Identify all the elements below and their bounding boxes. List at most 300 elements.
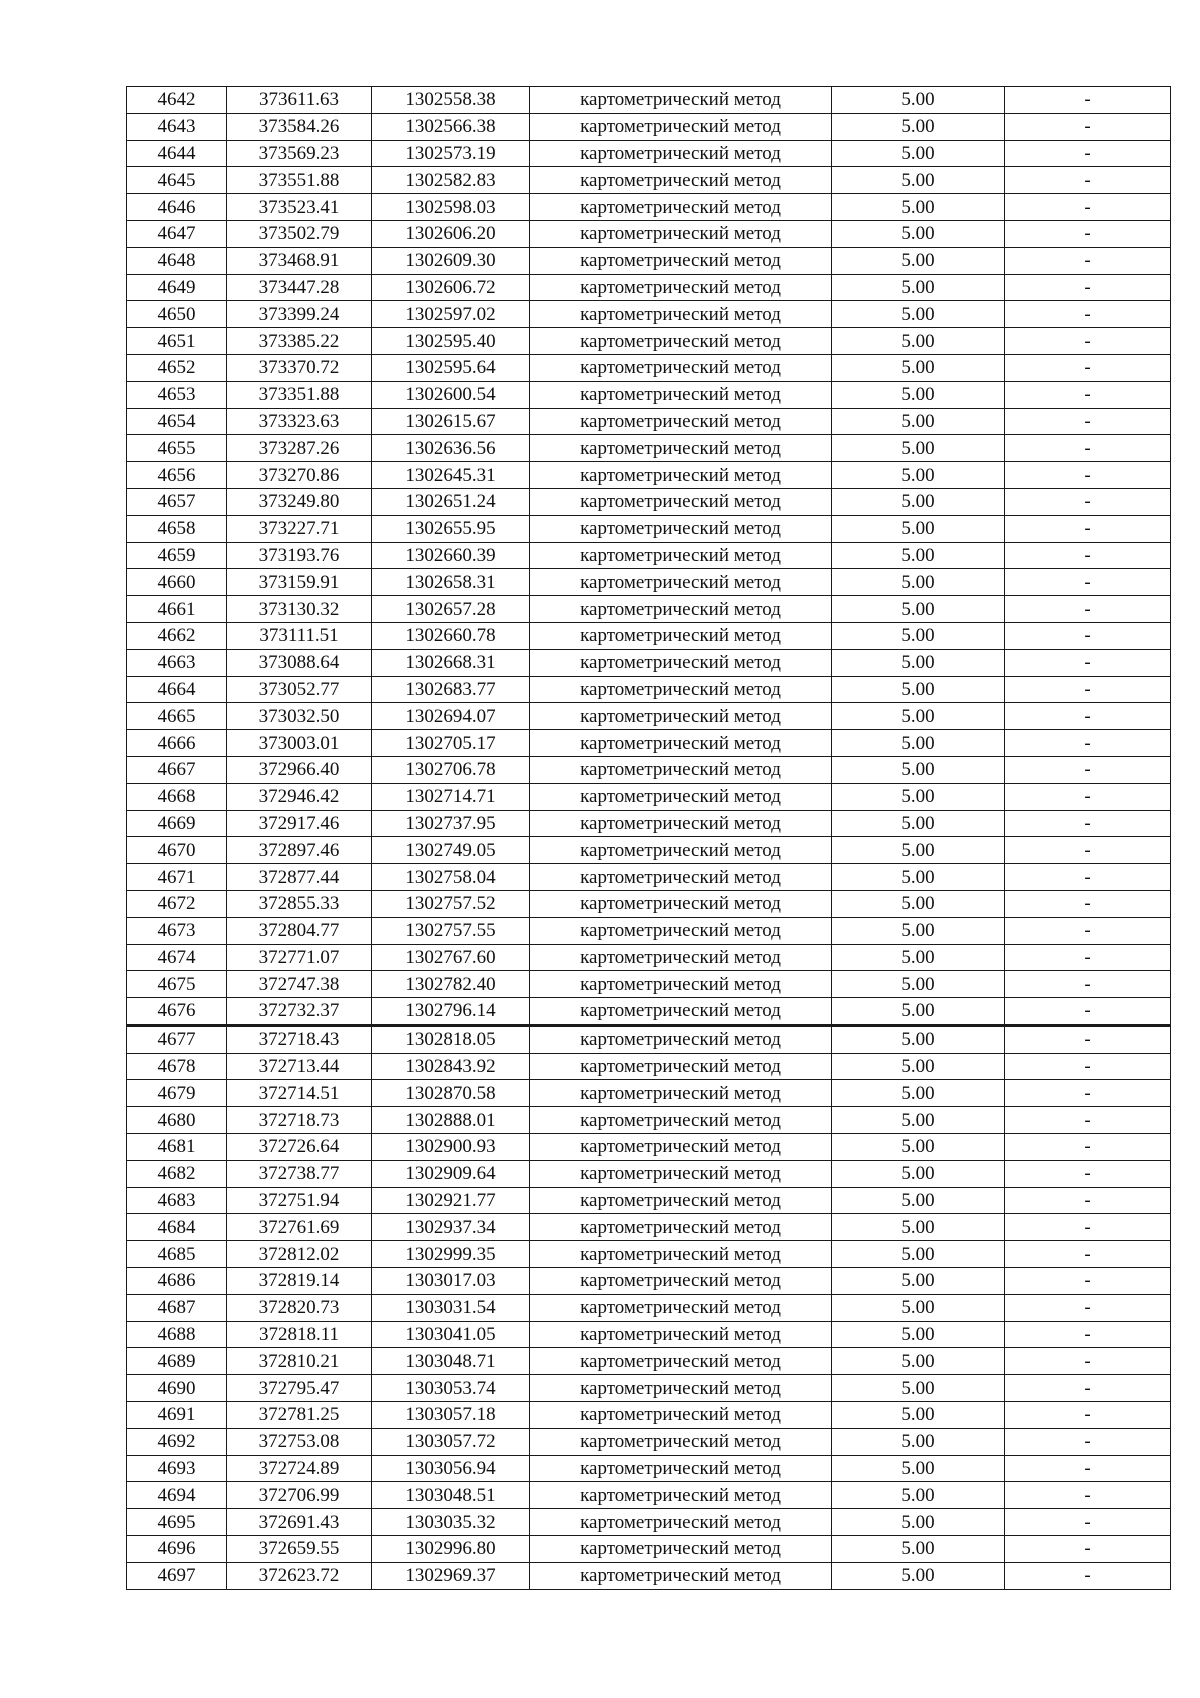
point-number-cell: 4686 xyxy=(127,1268,227,1295)
x-coordinate-cell: 372753.08 xyxy=(227,1428,372,1455)
x-coordinate-cell: 373447.28 xyxy=(227,274,372,301)
method-cell: картометрический метод xyxy=(530,1375,832,1402)
method-cell: картометрический метод xyxy=(530,1241,832,1268)
note-cell: - xyxy=(1005,971,1171,998)
method-cell: картометрический метод xyxy=(530,783,832,810)
y-coordinate-cell: 1302996.80 xyxy=(372,1536,530,1563)
method-cell: картометрический метод xyxy=(530,676,832,703)
y-coordinate-cell: 1303053.74 xyxy=(372,1375,530,1402)
note-cell: - xyxy=(1005,1241,1171,1268)
y-coordinate-cell: 1302606.20 xyxy=(372,220,530,247)
y-coordinate-cell: 1302595.64 xyxy=(372,354,530,381)
x-coordinate-cell: 373287.26 xyxy=(227,435,372,462)
x-coordinate-cell: 373569.23 xyxy=(227,140,372,167)
point-number-cell: 4672 xyxy=(127,890,227,917)
method-cell: картометрический метод xyxy=(530,596,832,623)
method-cell: картометрический метод xyxy=(530,167,832,194)
x-coordinate-cell: 372820.73 xyxy=(227,1294,372,1321)
note-cell: - xyxy=(1005,1160,1171,1187)
x-coordinate-cell: 373551.88 xyxy=(227,167,372,194)
y-coordinate-cell: 1302636.56 xyxy=(372,435,530,462)
note-cell: - xyxy=(1005,1428,1171,1455)
method-cell: картометрический метод xyxy=(530,649,832,676)
note-cell: - xyxy=(1005,113,1171,140)
x-coordinate-cell: 373111.51 xyxy=(227,622,372,649)
table-row xyxy=(127,1562,1171,1589)
point-number-cell: 4648 xyxy=(127,247,227,274)
table-row xyxy=(127,1455,1171,1482)
table-row xyxy=(127,1375,1171,1402)
y-coordinate-cell: 1302657.28 xyxy=(372,596,530,623)
table-row xyxy=(127,1160,1171,1187)
accuracy-cell: 5.00 xyxy=(832,1080,1005,1107)
accuracy-cell: 5.00 xyxy=(832,1107,1005,1134)
point-number-cell: 4662 xyxy=(127,622,227,649)
note-cell: - xyxy=(1005,783,1171,810)
point-number-cell: 4653 xyxy=(127,381,227,408)
table-row xyxy=(127,354,1171,381)
point-number-cell: 4684 xyxy=(127,1214,227,1241)
x-coordinate-cell: 373032.50 xyxy=(227,703,372,730)
x-coordinate-cell: 373249.80 xyxy=(227,488,372,515)
accuracy-cell: 5.00 xyxy=(832,944,1005,971)
method-cell: картометрический метод xyxy=(530,1482,832,1509)
method-cell: картометрический метод xyxy=(530,1536,832,1563)
y-coordinate-cell: 1302658.31 xyxy=(372,569,530,596)
point-number-cell: 4661 xyxy=(127,596,227,623)
accuracy-cell: 5.00 xyxy=(832,194,1005,221)
table-row xyxy=(127,381,1171,408)
accuracy-cell: 5.00 xyxy=(832,917,1005,944)
x-coordinate-cell: 373370.72 xyxy=(227,354,372,381)
table-row xyxy=(127,1025,1171,1053)
x-coordinate-cell: 372724.89 xyxy=(227,1455,372,1482)
note-cell: - xyxy=(1005,917,1171,944)
table-row xyxy=(127,301,1171,328)
method-cell: картометрический метод xyxy=(530,1509,832,1536)
method-cell: картометрический метод xyxy=(530,328,832,355)
y-coordinate-cell: 1302597.02 xyxy=(372,301,530,328)
method-cell: картометрический метод xyxy=(530,890,832,917)
y-coordinate-cell: 1302749.05 xyxy=(372,837,530,864)
method-cell: картометрический метод xyxy=(530,87,832,114)
note-cell: - xyxy=(1005,140,1171,167)
table-row xyxy=(127,730,1171,757)
method-cell: картометрический метод xyxy=(530,1107,832,1134)
method-cell: картометрический метод xyxy=(530,435,832,462)
x-coordinate-cell: 372795.47 xyxy=(227,1375,372,1402)
table-row xyxy=(127,328,1171,355)
x-coordinate-cell: 372946.42 xyxy=(227,783,372,810)
table-row xyxy=(127,890,1171,917)
accuracy-cell: 5.00 xyxy=(832,1241,1005,1268)
note-cell: - xyxy=(1005,676,1171,703)
accuracy-cell: 5.00 xyxy=(832,113,1005,140)
table-row xyxy=(127,917,1171,944)
accuracy-cell: 5.00 xyxy=(832,622,1005,649)
table-body xyxy=(127,87,1171,1590)
method-cell: картометрический метод xyxy=(530,381,832,408)
accuracy-cell: 5.00 xyxy=(832,1509,1005,1536)
x-coordinate-cell: 373323.63 xyxy=(227,408,372,435)
accuracy-cell: 5.00 xyxy=(832,1321,1005,1348)
note-cell: - xyxy=(1005,810,1171,837)
y-coordinate-cell: 1302660.78 xyxy=(372,622,530,649)
y-coordinate-cell: 1302737.95 xyxy=(372,810,530,837)
note-cell: - xyxy=(1005,1562,1171,1589)
accuracy-cell: 5.00 xyxy=(832,837,1005,864)
note-cell: - xyxy=(1005,167,1171,194)
table-row xyxy=(127,810,1171,837)
point-number-cell: 4664 xyxy=(127,676,227,703)
method-cell: картометрический метод xyxy=(530,971,832,998)
table-row xyxy=(127,998,1171,1026)
point-number-cell: 4695 xyxy=(127,1509,227,1536)
method-cell: картометрический метод xyxy=(530,1160,832,1187)
y-coordinate-cell: 1302598.03 xyxy=(372,194,530,221)
x-coordinate-cell: 372966.40 xyxy=(227,756,372,783)
accuracy-cell: 5.00 xyxy=(832,1348,1005,1375)
point-number-cell: 4683 xyxy=(127,1187,227,1214)
accuracy-cell: 5.00 xyxy=(832,998,1005,1026)
accuracy-cell: 5.00 xyxy=(832,328,1005,355)
x-coordinate-cell: 372726.64 xyxy=(227,1134,372,1161)
x-coordinate-cell: 373130.32 xyxy=(227,596,372,623)
point-number-cell: 4697 xyxy=(127,1562,227,1589)
accuracy-cell: 5.00 xyxy=(832,1455,1005,1482)
note-cell: - xyxy=(1005,1107,1171,1134)
note-cell: - xyxy=(1005,1482,1171,1509)
table-row xyxy=(127,408,1171,435)
x-coordinate-cell: 372718.73 xyxy=(227,1107,372,1134)
note-cell: - xyxy=(1005,1268,1171,1295)
accuracy-cell: 5.00 xyxy=(832,462,1005,489)
accuracy-cell: 5.00 xyxy=(832,783,1005,810)
accuracy-cell: 5.00 xyxy=(832,810,1005,837)
point-number-cell: 4660 xyxy=(127,569,227,596)
method-cell: картометрический метод xyxy=(530,247,832,274)
x-coordinate-cell: 372761.69 xyxy=(227,1214,372,1241)
x-coordinate-cell: 372691.43 xyxy=(227,1509,372,1536)
method-cell: картометрический метод xyxy=(530,408,832,435)
y-coordinate-cell: 1302909.64 xyxy=(372,1160,530,1187)
method-cell: картометрический метод xyxy=(530,354,832,381)
note-cell: - xyxy=(1005,730,1171,757)
note-cell: - xyxy=(1005,1455,1171,1482)
method-cell: картометрический метод xyxy=(530,864,832,891)
y-coordinate-cell: 1302600.54 xyxy=(372,381,530,408)
note-cell: - xyxy=(1005,301,1171,328)
accuracy-cell: 5.00 xyxy=(832,220,1005,247)
point-number-cell: 4687 xyxy=(127,1294,227,1321)
x-coordinate-cell: 373193.76 xyxy=(227,542,372,569)
method-cell: картометрический метод xyxy=(530,1402,832,1429)
x-coordinate-cell: 372897.46 xyxy=(227,837,372,864)
table-row xyxy=(127,676,1171,703)
table-row xyxy=(127,140,1171,167)
table-row xyxy=(127,1107,1171,1134)
point-number-cell: 4658 xyxy=(127,515,227,542)
point-number-cell: 4665 xyxy=(127,703,227,730)
method-cell: картометрический метод xyxy=(530,569,832,596)
point-number-cell: 4673 xyxy=(127,917,227,944)
table-row xyxy=(127,864,1171,891)
method-cell: картометрический метод xyxy=(530,488,832,515)
method-cell: картометрический метод xyxy=(530,301,832,328)
method-cell: картометрический метод xyxy=(530,756,832,783)
x-coordinate-cell: 372747.38 xyxy=(227,971,372,998)
y-coordinate-cell: 1302566.38 xyxy=(372,113,530,140)
method-cell: картометрический метод xyxy=(530,703,832,730)
x-coordinate-cell: 372738.77 xyxy=(227,1160,372,1187)
accuracy-cell: 5.00 xyxy=(832,515,1005,542)
method-cell: картометрический метод xyxy=(530,220,832,247)
point-number-cell: 4646 xyxy=(127,194,227,221)
point-number-cell: 4669 xyxy=(127,810,227,837)
y-coordinate-cell: 1303048.51 xyxy=(372,1482,530,1509)
y-coordinate-cell: 1302999.35 xyxy=(372,1241,530,1268)
note-cell: - xyxy=(1005,1214,1171,1241)
accuracy-cell: 5.00 xyxy=(832,1268,1005,1295)
point-number-cell: 4685 xyxy=(127,1241,227,1268)
y-coordinate-cell: 1302645.31 xyxy=(372,462,530,489)
note-cell: - xyxy=(1005,354,1171,381)
x-coordinate-cell: 373088.64 xyxy=(227,649,372,676)
table-row xyxy=(127,837,1171,864)
x-coordinate-cell: 373052.77 xyxy=(227,676,372,703)
x-coordinate-cell: 372732.37 xyxy=(227,998,372,1026)
accuracy-cell: 5.00 xyxy=(832,1375,1005,1402)
note-cell: - xyxy=(1005,837,1171,864)
point-number-cell: 4679 xyxy=(127,1080,227,1107)
table-row xyxy=(127,1053,1171,1080)
note-cell: - xyxy=(1005,622,1171,649)
table-row xyxy=(127,435,1171,462)
method-cell: картометрический метод xyxy=(530,140,832,167)
table-row xyxy=(127,1321,1171,1348)
note-cell: - xyxy=(1005,220,1171,247)
accuracy-cell: 5.00 xyxy=(832,1402,1005,1429)
x-coordinate-cell: 372818.11 xyxy=(227,1321,372,1348)
note-cell: - xyxy=(1005,1536,1171,1563)
note-cell: - xyxy=(1005,1294,1171,1321)
y-coordinate-cell: 1302714.71 xyxy=(372,783,530,810)
x-coordinate-cell: 372877.44 xyxy=(227,864,372,891)
accuracy-cell: 5.00 xyxy=(832,354,1005,381)
method-cell: картометрический метод xyxy=(530,1080,832,1107)
y-coordinate-cell: 1302582.83 xyxy=(372,167,530,194)
point-number-cell: 4693 xyxy=(127,1455,227,1482)
point-number-cell: 4670 xyxy=(127,837,227,864)
x-coordinate-cell: 373159.91 xyxy=(227,569,372,596)
note-cell: - xyxy=(1005,247,1171,274)
x-coordinate-cell: 373399.24 xyxy=(227,301,372,328)
table-row xyxy=(127,1348,1171,1375)
point-number-cell: 4652 xyxy=(127,354,227,381)
accuracy-cell: 5.00 xyxy=(832,971,1005,998)
note-cell: - xyxy=(1005,596,1171,623)
accuracy-cell: 5.00 xyxy=(832,569,1005,596)
point-number-cell: 4659 xyxy=(127,542,227,569)
accuracy-cell: 5.00 xyxy=(832,890,1005,917)
note-cell: - xyxy=(1005,408,1171,435)
note-cell: - xyxy=(1005,998,1171,1026)
note-cell: - xyxy=(1005,569,1171,596)
method-cell: картометрический метод xyxy=(530,274,832,301)
y-coordinate-cell: 1302757.55 xyxy=(372,917,530,944)
table-row xyxy=(127,1268,1171,1295)
accuracy-cell: 5.00 xyxy=(832,649,1005,676)
accuracy-cell: 5.00 xyxy=(832,1214,1005,1241)
y-coordinate-cell: 1302668.31 xyxy=(372,649,530,676)
method-cell: картометрический метод xyxy=(530,917,832,944)
point-number-cell: 4655 xyxy=(127,435,227,462)
note-cell: - xyxy=(1005,515,1171,542)
y-coordinate-cell: 1302767.60 xyxy=(372,944,530,971)
x-coordinate-cell: 372718.43 xyxy=(227,1025,372,1053)
accuracy-cell: 5.00 xyxy=(832,542,1005,569)
point-number-cell: 4680 xyxy=(127,1107,227,1134)
y-coordinate-cell: 1302573.19 xyxy=(372,140,530,167)
table-row xyxy=(127,756,1171,783)
y-coordinate-cell: 1302558.38 xyxy=(372,87,530,114)
accuracy-cell: 5.00 xyxy=(832,381,1005,408)
x-coordinate-cell: 372781.25 xyxy=(227,1402,372,1429)
note-cell: - xyxy=(1005,864,1171,891)
x-coordinate-cell: 373611.63 xyxy=(227,87,372,114)
table-row xyxy=(127,1428,1171,1455)
method-cell: картометрический метод xyxy=(530,1348,832,1375)
point-number-cell: 4651 xyxy=(127,328,227,355)
point-number-cell: 4647 xyxy=(127,220,227,247)
x-coordinate-cell: 372812.02 xyxy=(227,1241,372,1268)
x-coordinate-cell: 372819.14 xyxy=(227,1268,372,1295)
y-coordinate-cell: 1303048.71 xyxy=(372,1348,530,1375)
table-row xyxy=(127,569,1171,596)
x-coordinate-cell: 373385.22 xyxy=(227,328,372,355)
table-row xyxy=(127,1536,1171,1563)
table-row xyxy=(127,87,1171,114)
method-cell: картометрический метод xyxy=(530,1455,832,1482)
method-cell: картометрический метод xyxy=(530,1268,832,1295)
table-row xyxy=(127,1402,1171,1429)
note-cell: - xyxy=(1005,435,1171,462)
table-row xyxy=(127,515,1171,542)
y-coordinate-cell: 1302969.37 xyxy=(372,1562,530,1589)
accuracy-cell: 5.00 xyxy=(832,301,1005,328)
accuracy-cell: 5.00 xyxy=(832,1482,1005,1509)
x-coordinate-cell: 372714.51 xyxy=(227,1080,372,1107)
accuracy-cell: 5.00 xyxy=(832,756,1005,783)
method-cell: картометрический метод xyxy=(530,1294,832,1321)
method-cell: картометрический метод xyxy=(530,622,832,649)
x-coordinate-cell: 373523.41 xyxy=(227,194,372,221)
method-cell: картометрический метод xyxy=(530,730,832,757)
table-row xyxy=(127,1134,1171,1161)
method-cell: картометрический метод xyxy=(530,1025,832,1053)
note-cell: - xyxy=(1005,488,1171,515)
method-cell: картометрический метод xyxy=(530,1214,832,1241)
method-cell: картометрический метод xyxy=(530,1562,832,1589)
method-cell: картометрический метод xyxy=(530,1428,832,1455)
table-row xyxy=(127,783,1171,810)
x-coordinate-cell: 373227.71 xyxy=(227,515,372,542)
x-coordinate-cell: 372659.55 xyxy=(227,1536,372,1563)
method-cell: картометрический метод xyxy=(530,810,832,837)
table-row xyxy=(127,971,1171,998)
point-number-cell: 4645 xyxy=(127,167,227,194)
note-cell: - xyxy=(1005,756,1171,783)
note-cell: - xyxy=(1005,1375,1171,1402)
point-number-cell: 4650 xyxy=(127,301,227,328)
accuracy-cell: 5.00 xyxy=(832,435,1005,462)
y-coordinate-cell: 1302655.95 xyxy=(372,515,530,542)
method-cell: картометрический метод xyxy=(530,998,832,1026)
table-row xyxy=(127,649,1171,676)
table-row xyxy=(127,274,1171,301)
y-coordinate-cell: 1302937.34 xyxy=(372,1214,530,1241)
point-number-cell: 4688 xyxy=(127,1321,227,1348)
y-coordinate-cell: 1302615.67 xyxy=(372,408,530,435)
point-number-cell: 4656 xyxy=(127,462,227,489)
y-coordinate-cell: 1303035.32 xyxy=(372,1509,530,1536)
x-coordinate-cell: 372771.07 xyxy=(227,944,372,971)
accuracy-cell: 5.00 xyxy=(832,274,1005,301)
note-cell: - xyxy=(1005,1321,1171,1348)
x-coordinate-cell: 372713.44 xyxy=(227,1053,372,1080)
accuracy-cell: 5.00 xyxy=(832,1025,1005,1053)
x-coordinate-cell: 372917.46 xyxy=(227,810,372,837)
y-coordinate-cell: 1302595.40 xyxy=(372,328,530,355)
table-row xyxy=(127,247,1171,274)
method-cell: картометрический метод xyxy=(530,542,832,569)
accuracy-cell: 5.00 xyxy=(832,730,1005,757)
y-coordinate-cell: 1302796.14 xyxy=(372,998,530,1026)
x-coordinate-cell: 373584.26 xyxy=(227,113,372,140)
accuracy-cell: 5.00 xyxy=(832,1294,1005,1321)
note-cell: - xyxy=(1005,1053,1171,1080)
y-coordinate-cell: 1302651.24 xyxy=(372,488,530,515)
method-cell: картометрический метод xyxy=(530,944,832,971)
point-number-cell: 4657 xyxy=(127,488,227,515)
note-cell: - xyxy=(1005,328,1171,355)
note-cell: - xyxy=(1005,890,1171,917)
y-coordinate-cell: 1302921.77 xyxy=(372,1187,530,1214)
note-cell: - xyxy=(1005,1348,1171,1375)
x-coordinate-cell: 373003.01 xyxy=(227,730,372,757)
point-number-cell: 4644 xyxy=(127,140,227,167)
y-coordinate-cell: 1302900.93 xyxy=(372,1134,530,1161)
table-row xyxy=(127,1294,1171,1321)
table-row xyxy=(127,1187,1171,1214)
point-number-cell: 4682 xyxy=(127,1160,227,1187)
note-cell: - xyxy=(1005,542,1171,569)
table-row xyxy=(127,488,1171,515)
x-coordinate-cell: 373502.79 xyxy=(227,220,372,247)
point-number-cell: 4654 xyxy=(127,408,227,435)
point-number-cell: 4690 xyxy=(127,1375,227,1402)
table-row xyxy=(127,622,1171,649)
note-cell: - xyxy=(1005,87,1171,114)
point-number-cell: 4691 xyxy=(127,1402,227,1429)
note-cell: - xyxy=(1005,649,1171,676)
y-coordinate-cell: 1303057.72 xyxy=(372,1428,530,1455)
y-coordinate-cell: 1303017.03 xyxy=(372,1268,530,1295)
coordinates-table xyxy=(126,86,1171,1590)
x-coordinate-cell: 373351.88 xyxy=(227,381,372,408)
x-coordinate-cell: 372810.21 xyxy=(227,1348,372,1375)
point-number-cell: 4667 xyxy=(127,756,227,783)
